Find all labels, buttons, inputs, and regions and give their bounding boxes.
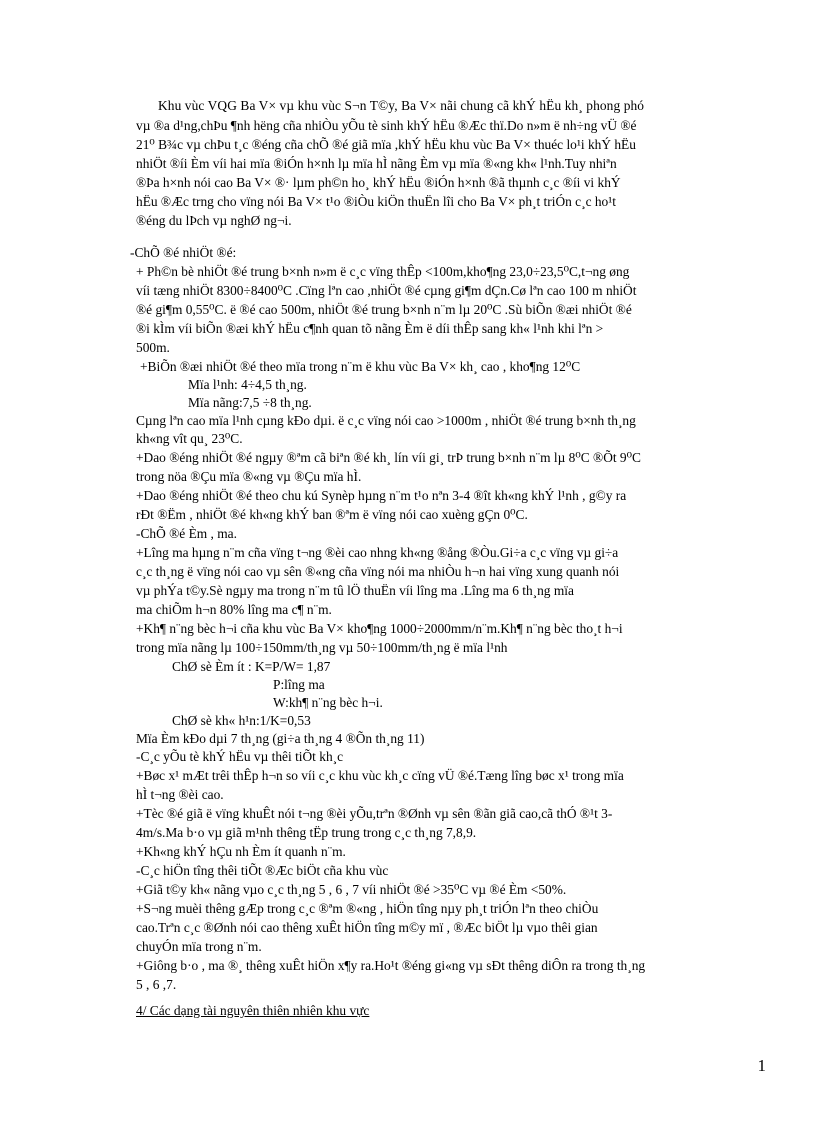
text-line: 500m. bbox=[136, 340, 170, 355]
text-line: ®é gi¶m 0,55⁰C. ë ®é cao 500m, nhiÖt ®é trung b×nh n¨m lµ 20⁰C .Sù biÕn ®æi nhiÖt ®é bbox=[136, 302, 632, 317]
text-line: +BiÕn ®æi nhiÖt ®é theo mïa trong n¨m ë khu vùc Ba V× kh¸ cao , kho¶ng 12⁰C bbox=[140, 359, 581, 374]
text-line: +S¬ng muèi thêng gÆp trong c¸c ®ªm ®«ng , hiÖn tîng nµy ph¸t triÓn lªn theo chiÒu bbox=[136, 901, 599, 916]
text-line: hÌ t¬ng ®èi cao. bbox=[136, 787, 224, 802]
text-line: vµ phÝa t©y.Sè ngµy ma trong n¨m tû lÖ thuËn víi lîng ma .Lîng ma 6 th¸ng mïa bbox=[136, 583, 574, 598]
text-line: 21⁰ B¾c vµ chÞu t¸c ®éng cña chÕ ®é giã mïa ,khÝ hËu khu vùc Ba V× thuéc lo¹i khÝ hËu bbox=[136, 137, 636, 152]
section-heading-temperature: -ChÕ ®é nhiÖt ®é: bbox=[130, 245, 237, 260]
text-line: ®Þa h×nh nói cao Ba V× ®· lµm ph©n ho¸ khÝ hËu ®iÓn h×nh ®ã thµnh c¸c ®íi vi khÝ bbox=[136, 175, 621, 190]
text-line: +Dao ®éng nhiÖt ®é ngµy ®ªm cã biªn ®é kh¸ lín víi gi¸ trÞ trung b×nh n¨m lµ 8⁰C ®Õt 9⁰C bbox=[136, 450, 641, 465]
text-line: +Kh«ng khÝ hÇu nh Èm ít quanh n¨m. bbox=[136, 844, 346, 859]
text-line: ®i kÌm víi biÕn ®æi khÝ hËu c¶nh quan tõ nãng Èm ë díi thÊp sang kh« l¹nh khi lªn > bbox=[136, 321, 604, 336]
text-line: hËu ®Æc trng cho vïng nói Ba V× t¹o ®iÒu kiÖn thuËn lîi cho Ba V× ph¸t triÓn c¸c ho¹t bbox=[136, 194, 616, 209]
text-line: víi tæng nhiÖt 8300÷8400⁰C .Cïng lªn cao ,nhiÖt ®é cµng gi¶m dÇn.Cø lªn cao 100 m nhiÖt bbox=[136, 283, 637, 298]
text-line: +Dao ®éng nhiÖt ®é theo chu kú Synèp hµng n¨m t¹o nªn 3-4 ®ît kh«ng khÝ l¹nh , g©y ra bbox=[136, 488, 627, 503]
section-heading-humidity: -ChÕ ®é Èm , ma. bbox=[136, 526, 237, 541]
text-line: ChØ sè Èm ít : K=P/W= 1,87 bbox=[172, 659, 331, 674]
text-line: +Kh¶ n¨ng bèc h¬i cña khu vùc Ba V× kho¶ng 1000÷2000mm/n¨m.Kh¶ n¨ng bèc tho¸t h¬i bbox=[136, 621, 623, 636]
section-heading-other-factors: -C¸c yÕu tè khÝ hËu vµ thêi tiÕt kh¸c bbox=[136, 749, 344, 764]
text-line: chuyÓn mïa trong n¨m. bbox=[136, 939, 262, 954]
text-line: 5 , 6 ,7. bbox=[136, 977, 177, 992]
text-line: W:kh¶ n¨ng bèc h¬i. bbox=[273, 695, 383, 710]
text-line: trong nöa ®Çu mïa ®«ng vµ ®Çu mïa hÌ. bbox=[136, 469, 362, 484]
text-line: +Bøc x¹ mÆt trêi thÊp h¬n so víi c¸c khu vùc kh¸c cïng vÜ ®é.Tæng lîng bøc x¹ trong mïa bbox=[136, 768, 624, 783]
section-heading-special-weather: -C¸c hiÖn tîng thêi tiÕt ®Æc biÖt cña khu vùc bbox=[136, 863, 389, 878]
text-line: +Tèc ®é giã ë vïng khuÊt nói t¬ng ®èi yÕu,trªn ®Ønh vµ sên ®ãn giã cao,cã thÓ ®¹t 3- bbox=[136, 806, 613, 821]
text-line: Khu vùc VQG Ba V× vµ khu vùc S¬n T©y, Ba V× nãi chung cã khÝ hËu kh¸ phong phó bbox=[158, 98, 645, 113]
text-line: P:lîng ma bbox=[273, 677, 325, 692]
text-line: trong mïa nãng lµ 100÷150mm/th¸ng vµ 50÷100mm/th¸ng ë mïa l¹nh bbox=[136, 640, 508, 655]
text-line: +Giông b·o , ma ®¸ thêng xuÊt hiÖn x¶y ra.Ho¹t ®éng gi«ng vµ sÐt thêng diÔn ra trong th¸ng bbox=[136, 958, 646, 973]
section-heading-natural-resources: 4/ Các dạng tài nguyên thiên nhiên khu vực bbox=[136, 1003, 370, 1018]
text-line: rÐt ®Ëm , nhiÖt ®é kh«ng khÝ ban ®ªm ë vïng nói cao xuèng gÇn 0⁰C. bbox=[136, 507, 528, 522]
text-line: c¸c th¸ng ë vïng nói cao vµ sên ®«ng cña vïng nói ma nhiÒu h¬n hai vïng xung quanh nói bbox=[136, 564, 620, 579]
text-line: Mïa Èm kÐo dµi 7 th¸ng (gi÷a th¸ng 4 ®Õn th¸ng 11) bbox=[136, 731, 425, 746]
text-line: Cµng lªn cao mïa l¹nh cµng kÐo dµi. ë c¸c vïng nói cao >1000m , nhiÖt ®é trung b×nh th¸ng bbox=[136, 413, 636, 428]
text-line: cao.Trªn c¸c ®Ønh nói cao thêng xuÊt hiÖn tîng m©y mï , ®Æc biÖt lµ vµo thêi gian bbox=[136, 920, 598, 935]
text-line: vµ ®a d¹ng,chÞu ¶nh hëng cña nhiÒu yÕu tè sinh khÝ hËu ®Æc thï.Do n»m ë nh÷ng vÜ ®é bbox=[136, 118, 637, 133]
text-line: Mïa l¹nh: 4÷4,5 th¸ng. bbox=[188, 377, 307, 392]
text-line: +Giã t©y kh« nãng vµo c¸c th¸ng 5 , 6 , 7 víi nhiÖt ®é >35⁰C vµ ®é Èm <50%. bbox=[136, 882, 567, 897]
text-line: kh«ng vît qu¸ 23⁰C. bbox=[136, 431, 243, 446]
text-line: nhiÖt ®íi Èm víi hai mïa ®iÓn h×nh lµ mïa hÌ nãng Èm vµ mïa ®«ng kh« l¹nh.Tuy nhiªn bbox=[136, 156, 617, 171]
text-line: +Lîng ma hµng n¨m cña vïng t¬ng ®èi cao nhng kh«ng ®ång ®Òu.Gi÷a c¸c vïng vµ gi÷a bbox=[136, 545, 619, 560]
text-line: Mïa nãng:7,5 ÷8 th¸ng. bbox=[188, 395, 312, 410]
page-number: 1 bbox=[757, 1056, 766, 1075]
text-line: 4m/s.Ma b·o vµ giã m¹nh thêng tËp trung trong c¸c th¸ng 7,8,9. bbox=[136, 825, 477, 840]
text-line: ChØ sè kh« h¹n:1/K=0,53 bbox=[172, 713, 311, 728]
text-line: ®éng du lÞch vµ nghØ ng¬i. bbox=[136, 213, 292, 228]
text-line: + Ph©n bè nhiÖt ®é trung b×nh n»m ë c¸c vïng thÊp <100m,kho¶ng 23,0÷23,5⁰C,t¬ng øng bbox=[136, 264, 630, 279]
text-line: ma chiÕm h¬n 80% lîng ma c¶ n¨m. bbox=[136, 602, 332, 617]
